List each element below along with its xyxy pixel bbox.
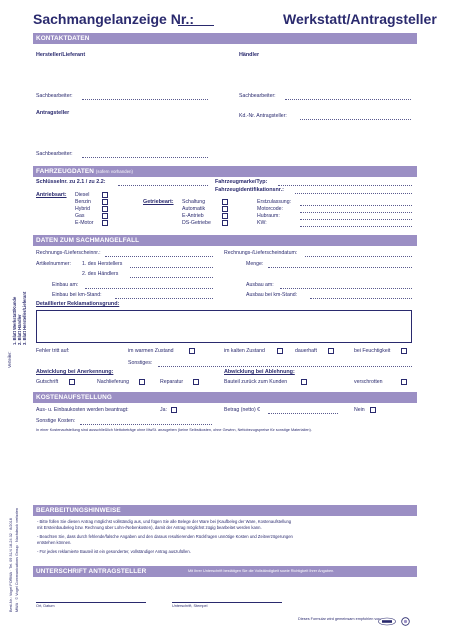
fault-option-label: dauerhaft	[295, 348, 317, 354]
publisher-label: MWA · © Vogel Communications Group · Nachdruck verboten	[15, 508, 19, 612]
rejection-option-label: verschrotten	[354, 379, 383, 385]
gearbox-option-label: E-Antrieb	[182, 213, 204, 219]
gearbox-checkbox[interactable]	[222, 206, 228, 212]
drive-option-label: E-Motor	[75, 220, 94, 226]
clerk-field-1[interactable]	[82, 99, 208, 100]
fault-occurs-label: Fehler tritt auf:	[36, 348, 70, 354]
fault-checkbox[interactable]	[277, 348, 283, 354]
vehicle-heading-note: (sofern vorhanden)	[95, 169, 134, 174]
acceptance-option-label: Gutschrift	[36, 379, 59, 385]
fault-checkbox[interactable]	[401, 348, 407, 354]
other-costs-field[interactable]	[80, 424, 212, 425]
section-bar-unterschrift	[33, 566, 417, 577]
acceptance-option-label: Nachlieferung	[97, 379, 130, 385]
engine-code-label: Motorcode:	[257, 206, 283, 212]
drive-checkbox[interactable]	[102, 199, 108, 205]
gearbox-checkbox[interactable]	[222, 220, 228, 226]
partner-logo-1	[378, 613, 396, 622]
distribution-label: Verteiler:	[7, 351, 12, 368]
registration-field[interactable]	[300, 205, 412, 206]
invoice-date-field[interactable]	[305, 256, 412, 257]
rejection-label: Abwicklung bei Ablehnung:	[224, 369, 295, 375]
install-date-label: Einbau am:	[52, 282, 79, 288]
vin-label: Fahrzeugidentifikationsnr.:	[215, 187, 284, 193]
no-checkbox[interactable]	[370, 407, 376, 413]
recommendation-text: Dieses Formular wird gemeinsam empfohlen von	[298, 617, 381, 621]
gearbox-option-label: DS-Getriebe	[182, 220, 211, 226]
form-title: Sachmangelanzeige Nr.:	[33, 11, 195, 27]
section-bar-fahrzeugdaten	[33, 166, 417, 177]
clerk-label-3: Sachbearbeiter:	[36, 151, 73, 157]
invoice-date-label: Rechnungs-/Lieferscheindatum:	[224, 250, 298, 256]
kw-label: KW:	[257, 220, 267, 226]
acceptance-option-label: Reparatur	[160, 379, 184, 385]
drive-type-label: Antriebsart:	[36, 192, 67, 198]
other-label: Sonstiges:	[128, 360, 153, 366]
drive-checkbox[interactable]	[102, 192, 108, 198]
invoice-number-label: Rechnungs-/Lieferscheinnr.:	[36, 250, 101, 256]
drive-option-label: Hybrid	[75, 206, 90, 212]
place-date-field[interactable]	[36, 602, 146, 603]
gearbox-type-label: Getriebeart:	[143, 199, 174, 205]
install-date-field[interactable]	[85, 288, 213, 289]
applicant-label: Antragsteller	[36, 110, 70, 116]
copy-2-label: 2. Blatt Händler	[17, 314, 22, 345]
installation-costs-label: Aus- u. Einbaukosten werden beantragt:	[36, 407, 129, 413]
clerk-label-2: Sachbearbeiter:	[239, 93, 276, 99]
clerk-field-3[interactable]	[82, 157, 208, 158]
acceptance-checkbox[interactable]	[193, 379, 199, 385]
fault-option-label: im warmen Zustand	[128, 348, 174, 354]
rejection-checkbox[interactable]	[401, 379, 407, 385]
install-km-label: Einbau bei km-Stand:	[52, 292, 102, 298]
signature-field[interactable]	[172, 602, 282, 603]
section-heading-fahrzeugdaten	[36, 168, 133, 175]
costs-note: In einer Kostenaufstellung sind ausschließlich Nettobeträge ohne MwSt. anzugeben (keine Selbstkosten, ohne Gewinn, Nettobezugspreise für sonstige Materialien).	[36, 428, 312, 432]
displacement-label: Hubraum:	[257, 213, 280, 219]
vehicle-make-label: Fahrzeugmarke/Typ:	[215, 179, 268, 185]
acceptance-label: Abwicklung bei Anerkennung:	[36, 369, 114, 375]
vehicle-heading-text: FAHRZEUGDATEN	[36, 168, 94, 175]
hint-line: - Bitte füllen Sie diesen Antrag möglichst vollständig aus, und fügen Sie alle Belege der Ware bei (Kaufbeleg der Ware, Kostenaufstellung	[37, 519, 292, 524]
rejection-option-label: Bauteil zurück zum Kunden	[224, 379, 288, 385]
copy-1-label: 1. Blatt Werkstatt/Kunde	[12, 296, 17, 345]
complaint-reason-label: Detaillierter Reklamationsgrund:	[36, 301, 120, 307]
complaint-reason-textarea[interactable]	[36, 310, 412, 343]
manufacturer-article-label: 1. des Herstellers	[82, 261, 123, 267]
acceptance-checkbox[interactable]	[139, 379, 145, 385]
invoice-number-field[interactable]	[105, 256, 213, 257]
amount-label: Betrag (netto) €	[224, 407, 261, 413]
place-date-label: Ort, Datum	[36, 604, 55, 608]
drive-checkbox[interactable]	[102, 206, 108, 212]
removal-km-field[interactable]	[310, 298, 412, 299]
signature-label: Unterschrift, Stempel	[172, 604, 208, 608]
section-heading-sachmangelfall: DATEN ZUM SACHMANGELFALL	[36, 237, 140, 244]
other-costs-label: Sonstige Kosten:	[36, 418, 76, 424]
copy-3-label: 3. Blatt Hersteller/Lieferant	[22, 291, 27, 345]
hint-line: - Beachten Sie, dass durch fehlende/falsche Angaben und den daraus resultierenden Rückfragen unnötige Kosten und Zeitverzögerungen	[37, 534, 293, 539]
removal-date-field[interactable]	[280, 288, 412, 289]
customer-number-label: Kd.-Nr. Antragsteller:	[239, 113, 287, 119]
signature-note: Mit Ihrer Unterschrift bestätigen Sie die Vollständigkeit sowie Richtigkeit Ihrer Angaben.	[188, 568, 335, 573]
removal-date-label: Ausbau am:	[246, 282, 274, 288]
hint-line: mit Ersteinbaubeleg bzw. Rechnung über Lohn-/Nebenkosten), damit der Antrag möglichst zügig bearbeitet werden kann.	[37, 525, 262, 530]
drive-option-label: Gas	[75, 213, 85, 219]
kw-field[interactable]	[300, 226, 412, 227]
acceptance-checkbox[interactable]	[69, 379, 75, 385]
manufacturer-article-field[interactable]	[130, 267, 213, 268]
clerk-label-1: Sachbearbeiter:	[36, 93, 73, 99]
section-heading-hinweise: BEARBEITUNGSHINWEISE	[36, 507, 121, 514]
vin-field[interactable]	[295, 193, 412, 194]
customer-number-field[interactable]	[300, 119, 411, 120]
registration-label: Erstzulassung:	[257, 199, 292, 205]
no-label: Nein	[354, 407, 365, 413]
section-bar-hinweise	[33, 505, 417, 516]
install-km-field[interactable]	[115, 298, 213, 299]
article-number-label: Artikelnummer:	[36, 261, 71, 267]
key-number-label: Schlüsselnr. zu 2.1 / zu 2.2:	[36, 179, 106, 185]
form-number-field[interactable]	[178, 25, 214, 26]
section-bar-kostenaufstellung	[33, 392, 417, 403]
partner-logo-2-icon	[401, 617, 410, 626]
vehicle-make-field[interactable]	[278, 185, 412, 186]
removal-km-label: Ausbau bei km-Stand:	[246, 292, 298, 298]
fault-checkbox[interactable]	[189, 348, 195, 354]
drive-checkbox[interactable]	[102, 220, 108, 226]
fault-checkbox[interactable]	[328, 348, 334, 354]
order-number-label: Best-Nr.: Vogel FORMA · Tel. 09 31/4 18-24 32 · 8/2018	[9, 518, 13, 612]
partner-logo-1-icon	[378, 617, 396, 626]
section-heading-kostenaufstellung: KOSTENAUFSTELLUNG	[36, 394, 112, 401]
engine-code-field[interactable]	[300, 212, 412, 213]
yes-checkbox[interactable]	[171, 407, 177, 413]
fault-option-label: bei Feuchtigkeit	[354, 348, 391, 354]
hint-line: entstehen können.	[37, 540, 72, 545]
displacement-field[interactable]	[300, 219, 412, 220]
dealer-article-label: 2. des Händlers	[82, 271, 119, 277]
section-heading-unterschrift: UNTERSCHRIFT ANTRAGSTELLER	[36, 568, 147, 575]
quantity-field[interactable]	[268, 267, 412, 268]
key-number-field[interactable]	[118, 185, 208, 186]
partner-logo-2	[401, 613, 410, 622]
drive-option-label: Benzin	[75, 199, 91, 205]
hint-line: - Für jedes reklamierte Bauteil ist ein gesonderter, vollständiger Antrag auszufüllen.	[37, 549, 191, 554]
section-bar-sachmangelfall	[33, 235, 417, 246]
applicant-title: Werkstatt/Antragsteller	[283, 11, 437, 27]
dealer-article-field[interactable]	[130, 277, 213, 278]
other-field[interactable]	[158, 366, 412, 367]
amount-field[interactable]	[268, 413, 338, 414]
rejection-checkbox[interactable]	[301, 379, 307, 385]
section-heading-kontaktdaten: KONTAKTDATEN	[36, 35, 90, 42]
manufacturer-label: Hersteller/Lieferant	[36, 52, 86, 58]
gearbox-option-label: Automatik	[182, 206, 206, 212]
quantity-label: Menge:	[246, 261, 264, 267]
section-bar-kontaktdaten	[33, 33, 417, 44]
drive-option-label: Diesel	[75, 192, 90, 198]
yes-label: Ja:	[160, 407, 167, 413]
drive-checkbox[interactable]	[102, 213, 108, 219]
gearbox-checkbox[interactable]	[222, 213, 228, 219]
dealer-label: Händler	[239, 52, 260, 58]
gearbox-option-label: Schaltung	[182, 199, 206, 205]
fault-option-label: im kalten Zustand	[224, 348, 265, 354]
clerk-field-2[interactable]	[285, 99, 411, 100]
gearbox-checkbox[interactable]	[222, 199, 228, 205]
